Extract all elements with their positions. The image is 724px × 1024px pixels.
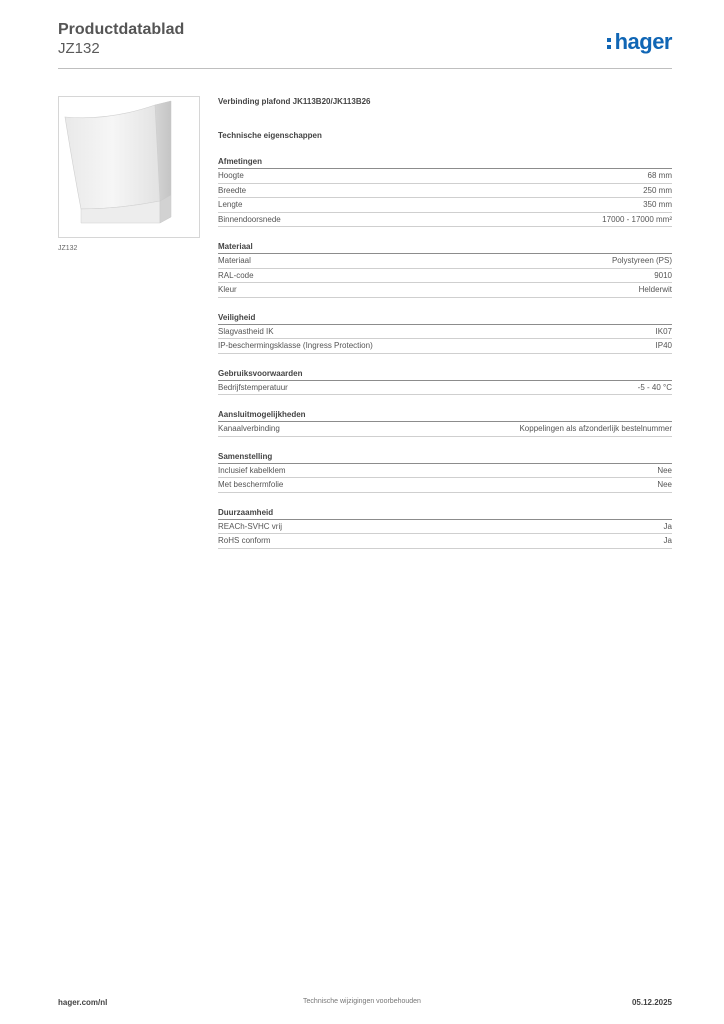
- property-group: [218, 507, 672, 549]
- property-row: [218, 169, 672, 184]
- group-title: Materiaal: [218, 241, 672, 254]
- property-label: REACh-SVHC vrij: [218, 521, 283, 531]
- property-label: Kleur: [218, 285, 237, 295]
- group-title: Duurzaamheid: [218, 507, 672, 520]
- property-row: [218, 198, 672, 213]
- product-image: [58, 96, 200, 238]
- footer-website[interactable]: hager.com/nl: [58, 998, 108, 1007]
- technical-properties: [218, 96, 672, 549]
- property-group: [218, 368, 672, 396]
- property-row: [218, 381, 672, 396]
- property-value: 350 mm: [643, 200, 672, 210]
- property-value: 250 mm: [643, 185, 672, 195]
- property-value: Helderwit: [638, 285, 672, 295]
- group-title: Afmetingen: [218, 156, 672, 169]
- property-value: Ja: [663, 536, 672, 546]
- page-title: Productdatablad: [58, 21, 185, 38]
- property-value: Ja: [663, 521, 672, 531]
- property-value: 9010: [654, 270, 672, 280]
- property-label: Slagvastheid IK: [218, 326, 274, 336]
- property-group: [218, 312, 672, 354]
- property-group: [218, 156, 672, 227]
- image-caption: JZ132: [58, 245, 78, 252]
- property-value: IK07: [655, 326, 672, 336]
- property-row: [218, 478, 672, 493]
- property-label: Breedte: [218, 185, 247, 195]
- property-label: Met beschermfolie: [218, 480, 284, 490]
- group-title: Aansluitmogelijkheden: [218, 409, 672, 422]
- property-label: IP-beschermingsklasse (Ingress Protection): [218, 341, 373, 351]
- footer-date: 05.12.2025: [631, 998, 672, 1007]
- product-code: JZ132: [58, 40, 100, 57]
- property-row: [218, 339, 672, 354]
- logo-text: hager: [614, 29, 672, 54]
- property-value: IP40: [655, 341, 672, 351]
- section-title: Technische eigenschappen: [218, 131, 322, 140]
- group-title: Veiligheid: [218, 312, 672, 325]
- property-label: Hoogte: [218, 171, 244, 181]
- property-row: [218, 534, 672, 549]
- property-row: [218, 254, 672, 269]
- property-value: 68 mm: [647, 171, 672, 181]
- property-row: [218, 422, 672, 437]
- property-label: Lengte: [218, 200, 243, 210]
- property-value: Polystyreen (PS): [611, 256, 672, 266]
- property-label: Kanaalverbinding: [218, 424, 280, 434]
- property-label: Binnendoorsnede: [218, 214, 281, 224]
- property-label: Inclusief kabelklem: [218, 465, 286, 475]
- cable-duct-connector-illustration: [59, 97, 199, 237]
- group-title: Samenstelling: [218, 451, 672, 464]
- property-row: [218, 269, 672, 284]
- header-divider: [58, 68, 672, 69]
- property-row: [218, 184, 672, 199]
- property-row: [218, 520, 672, 535]
- property-label: RoHS conform: [218, 536, 271, 546]
- property-value: Koppelingen als afzonderlijk bestelnummer: [519, 424, 672, 434]
- property-row: [218, 325, 672, 340]
- logo-dots-icon: [607, 36, 613, 50]
- property-row: [218, 213, 672, 228]
- property-group: [218, 451, 672, 493]
- group-title: Gebruiksvoorwaarden: [218, 368, 672, 381]
- property-row: [218, 283, 672, 298]
- property-group: [218, 409, 672, 437]
- property-value: -5 - 40 °C: [637, 382, 672, 392]
- property-label: Bedrijfstemperatuur: [218, 382, 288, 392]
- property-value: Nee: [657, 465, 672, 475]
- brand-logo: [607, 31, 672, 53]
- property-group: [218, 241, 672, 298]
- property-groups: [218, 156, 672, 549]
- property-value: 17000 - 17000 mm²: [602, 214, 672, 224]
- footer-disclaimer: Technische wijzigingen voorbehouden: [303, 998, 421, 1005]
- product-name: Verbinding plafond JK113B20/JK113B26: [218, 97, 371, 106]
- property-label: Materiaal: [218, 256, 251, 266]
- property-row: [218, 464, 672, 479]
- property-value: Nee: [657, 480, 672, 490]
- property-label: RAL-code: [218, 270, 254, 280]
